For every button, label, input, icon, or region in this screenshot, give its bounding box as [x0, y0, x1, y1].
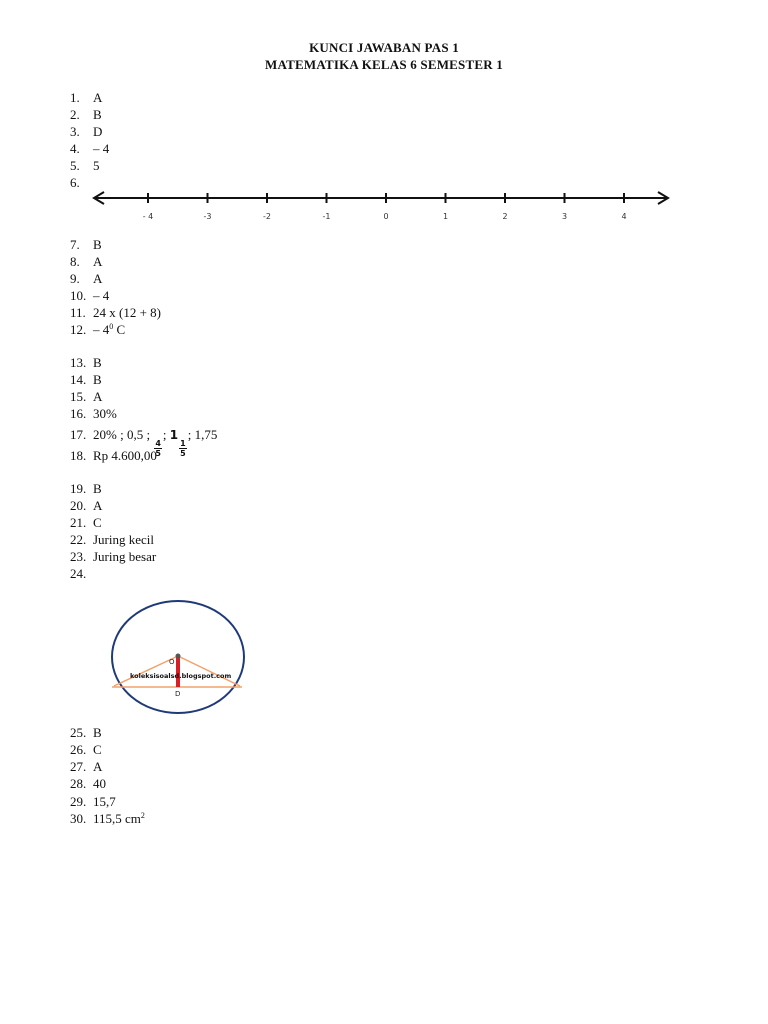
document-subtitle: MATEMATIKA KELAS 6 SEMESTER 1 — [265, 57, 503, 72]
number-line-label: 4 — [621, 212, 627, 221]
answer-23: 23. Juring besar — [70, 548, 157, 564]
number-line-label: -2 — [263, 212, 271, 221]
center-label: O — [169, 658, 175, 666]
answer-19: 19. B — [70, 480, 102, 496]
answer-7: 7. B — [70, 236, 102, 252]
answer-14: 14. B — [70, 372, 102, 388]
answer-4: 4. – 4 — [70, 141, 110, 157]
number-line-label: - 4 — [142, 212, 154, 221]
answer-13: 13. B — [70, 355, 102, 371]
fraction-one-fifth: $\frac{1}{5}$ — [180, 438, 186, 458]
answer-17: 17. 20% ; 0,5 ; $\frac{4}{5}$ ; 1 $\frac{1}{5}$ ; 1,75 — [70, 426, 218, 458]
answer-8: 8. A — [70, 253, 103, 269]
answer-27: 27. A — [70, 759, 103, 775]
answer-12: 12. – $4^0$ C — [70, 322, 126, 338]
answer-5: 5. 5 — [70, 158, 100, 174]
answer-1: 1. A — [70, 90, 103, 105]
answer-18: 18. Rp 4.600,00 — [70, 447, 157, 463]
number-line-label: -1 — [322, 212, 331, 221]
fraction-four-fifths: $\frac{4}{5}$ — [155, 438, 161, 458]
answer-24: 24. — [70, 566, 87, 582]
answer-22: 22. Juring kecil — [70, 531, 155, 547]
circle-diagram — [108, 598, 248, 718]
chord-point-label: D — [175, 690, 181, 698]
answer-20: 20. A — [70, 497, 103, 513]
number-line-label: 0 — [383, 212, 389, 221]
answer-11: 11. 24 x (12 + 8) — [70, 304, 161, 320]
answer-16: 16. 30% — [70, 406, 117, 422]
answer-29: 29. 15,7 — [70, 793, 116, 809]
number-line-label: 1 — [442, 212, 449, 221]
center-point — [176, 654, 181, 659]
answer-21: 21. C — [70, 514, 102, 530]
number-line — [90, 188, 672, 230]
answer-15: 15. A — [70, 389, 103, 405]
answer-6: 6. — [70, 175, 80, 191]
answer-26: 26. C — [70, 742, 102, 758]
answer-3: 3. D — [70, 124, 103, 140]
answer-28: 28. 40 — [70, 776, 106, 792]
watermark-text: koleksisoalsd.blogspot.com — [130, 672, 232, 680]
answer-2: 2. B — [70, 107, 102, 123]
number-line-label: 3 — [561, 212, 568, 221]
number-line-label: 2 — [502, 212, 508, 221]
radius-line-right — [178, 656, 240, 686]
answer-10: 10. – 4 — [70, 287, 110, 303]
number-line-label: -3 — [203, 212, 212, 221]
document-title: KUNCI JAWABAN PAS 1 — [309, 40, 459, 55]
answer-30: 30. 115,5 $cm^2$ — [70, 810, 145, 826]
answer-25: 25. B — [70, 725, 102, 741]
answer-9: 9. A — [70, 270, 103, 286]
